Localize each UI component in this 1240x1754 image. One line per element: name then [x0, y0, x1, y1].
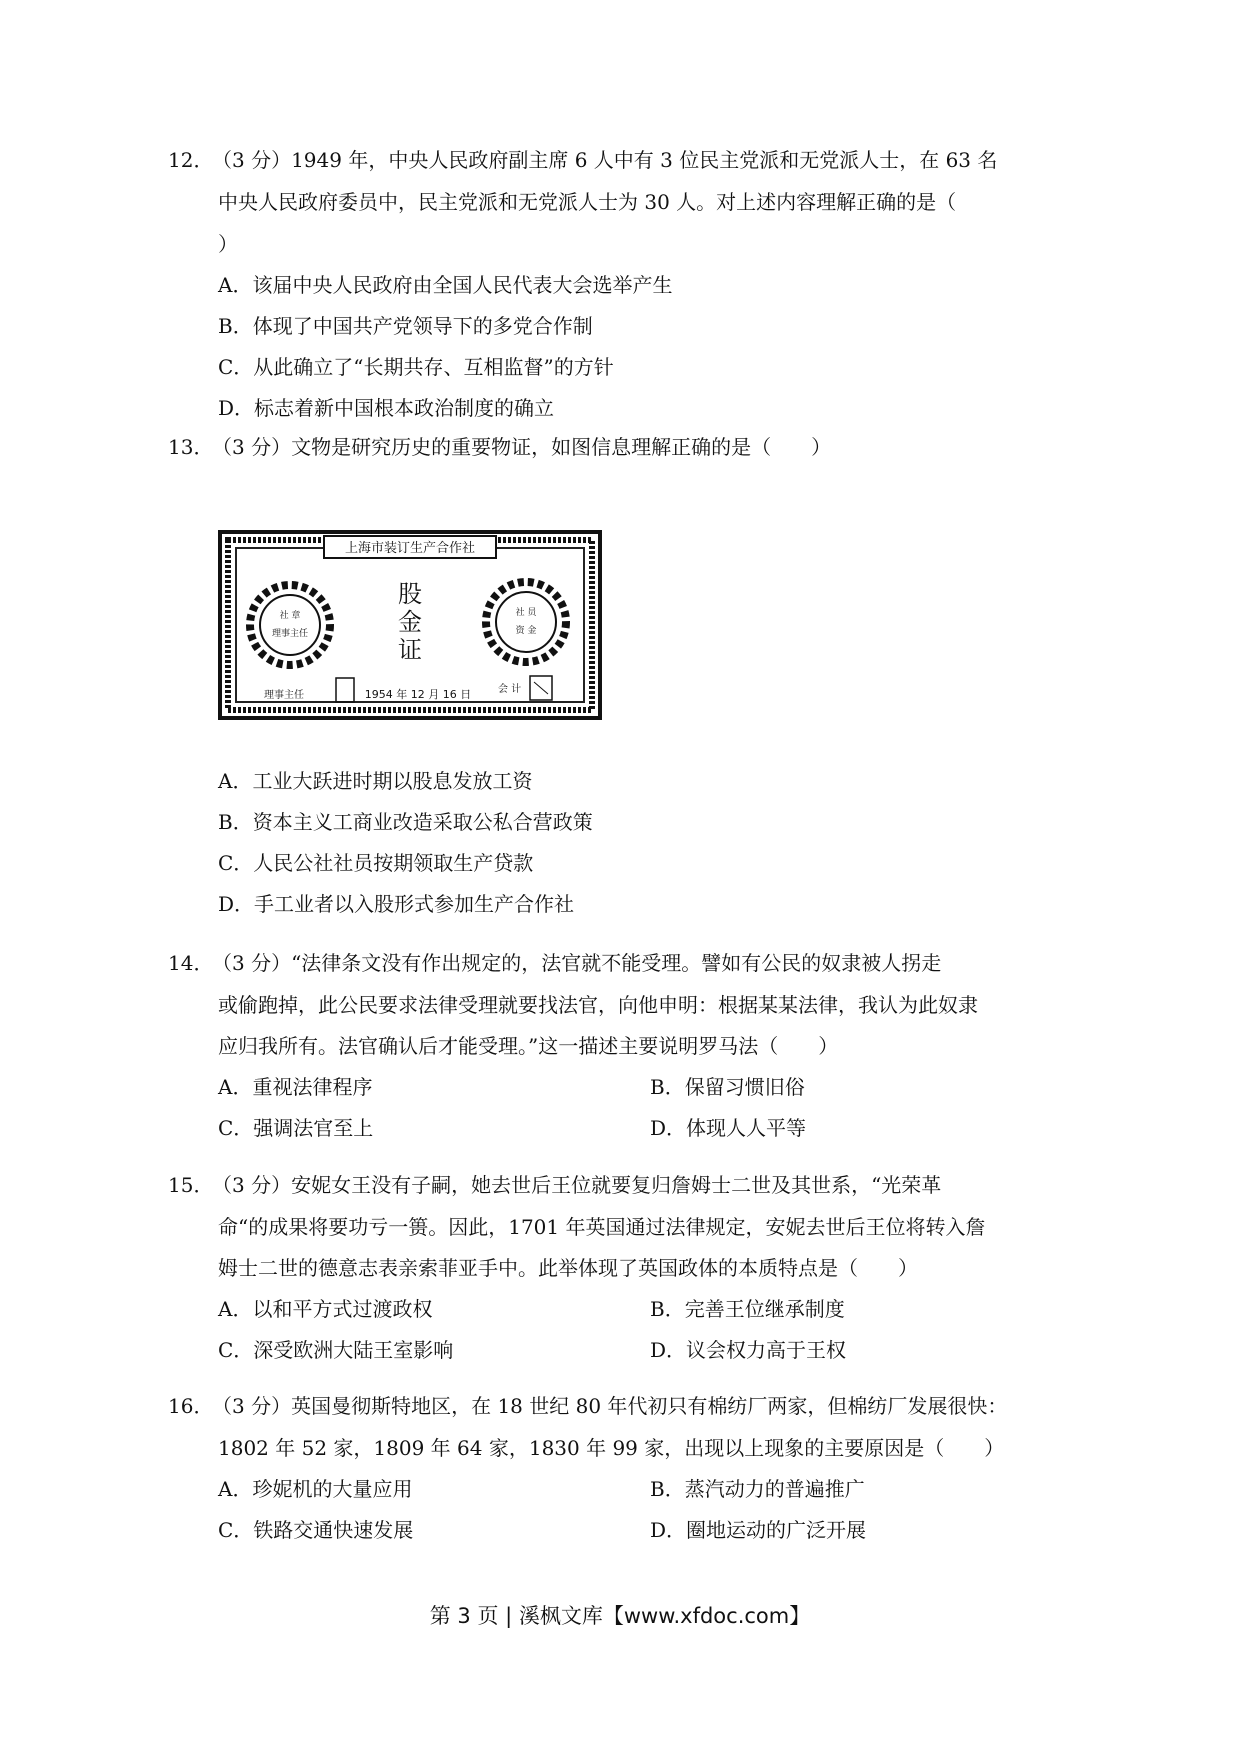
question-text-line: 应归我所有。法官确认后才能受理。”这一描述主要说明罗马法（ ） [218, 1034, 839, 1058]
question-text-line: ） [218, 232, 238, 256]
option-c: C．从此确立了“长期共存、互相监督”的方针 [218, 355, 614, 379]
option-d: D．议会权力高于王权 [650, 1338, 847, 1362]
option-c: C．深受欧洲大陆王室影响 [218, 1338, 454, 1362]
share-certificate-image [218, 530, 602, 720]
option-a: A．以和平方式过渡政权 [218, 1297, 433, 1321]
certificate-bottom-left: 理事主任 [264, 690, 304, 701]
option-a: A．珍妮机的大量应用 [218, 1477, 413, 1501]
question-number: 15． [168, 1173, 214, 1197]
option-b: B．蒸汽动力的普遍推广 [650, 1477, 865, 1501]
option-c: C．强调法官至上 [218, 1116, 374, 1140]
left-seal-top: 社 章 [279, 611, 301, 621]
question-text: （3 分）英国曼彻斯特地区，在 18 世纪 80 年代初只有棉纺厂两家，但棉纺厂发展很快： [212, 1394, 1008, 1418]
question-text: （3 分）1949 年，中央人民政府副主席 6 人中有 3 位民主党派和无党派人士，在 63 名 [212, 148, 998, 172]
option-b: B．保留习惯旧俗 [650, 1075, 805, 1099]
certificate-title-char: 股 [398, 580, 422, 608]
question-number: 16． [168, 1394, 214, 1418]
question-text: （3 分）文物是研究历史的重要物证，如图信息理解正确的是（ ） [212, 435, 832, 459]
question-number: 12． [168, 148, 214, 172]
question-text-line: 命“的成果将要功亏一篑。因此，1701 年英国通过法律规定，安妮去世后王位将转入詹 [218, 1215, 986, 1239]
option-d: D．圈地运动的广泛开展 [650, 1518, 867, 1542]
certificate-title-char: 金 [398, 608, 422, 636]
option-d: D．手工业者以入股形式参加生产合作社 [218, 892, 575, 916]
option-d: D．标志着新中国根本政治制度的确立 [218, 396, 555, 420]
question-text-line: 或偷跑掉，此公民要求法律受理就要找法官，向他申明：根据某某法律，我认为此奴隶 [218, 993, 978, 1017]
option-b: B．资本主义工商业改造采取公私合营政策 [218, 810, 593, 834]
question-text-line: 中央人民政府委员中，民主党派和无党派人士为 30 人。对上述内容理解正确的是（ [218, 190, 957, 214]
page-footer: 第 3 页 | 溪枫文库【www.xfdoc.com】 [429, 1604, 811, 1628]
certificate-bottom-right: 会 计 [498, 684, 522, 695]
question-text: （3 分）安妮女王没有子嗣，她去世后王位就要复归詹姆士二世及其世系，“光荣革 [212, 1173, 942, 1197]
option-a: A．工业大跃进时期以股息发放工资 [218, 769, 533, 793]
right-seal-bottom: 资 金 [515, 626, 537, 636]
question-text-line: 姆士二世的德意志表亲索菲亚手中。此举体现了英国政体的本质特点是（ ） [218, 1256, 918, 1280]
option-a: A．重视法律程序 [218, 1075, 373, 1099]
question-text: （3 分）“法律条文没有作出规定的，法官就不能受理。譬如有公民的奴隶被人拐走 [212, 951, 942, 975]
question-number: 14． [168, 951, 214, 975]
certificate-date: 1954 年 12 月 16 日 [364, 688, 472, 701]
question-number: 13． [168, 435, 214, 459]
option-b: B．体现了中国共产党领导下的多党合作制 [218, 314, 593, 338]
option-b: B．完善王位继承制度 [650, 1297, 845, 1321]
certificate-header: 上海市装订生产合作社 [344, 541, 476, 556]
question-text-line: 1802 年 52 家，1809 年 64 家，1830 年 99 家，出现以上现象的主要原因是（ ） [218, 1436, 1005, 1460]
left-seal-bottom: 理事主任 [271, 629, 309, 639]
right-seal-top: 社 员 [515, 608, 537, 618]
certificate-title-char: 证 [398, 636, 422, 664]
option-c: C．铁路交通快速发展 [218, 1518, 414, 1542]
option-c: C．人民公社社员按期领取生产贷款 [218, 851, 534, 875]
option-a: A．该届中央人民政府由全国人民代表大会选举产生 [218, 273, 673, 297]
option-d: D．体现人人平等 [650, 1116, 807, 1140]
